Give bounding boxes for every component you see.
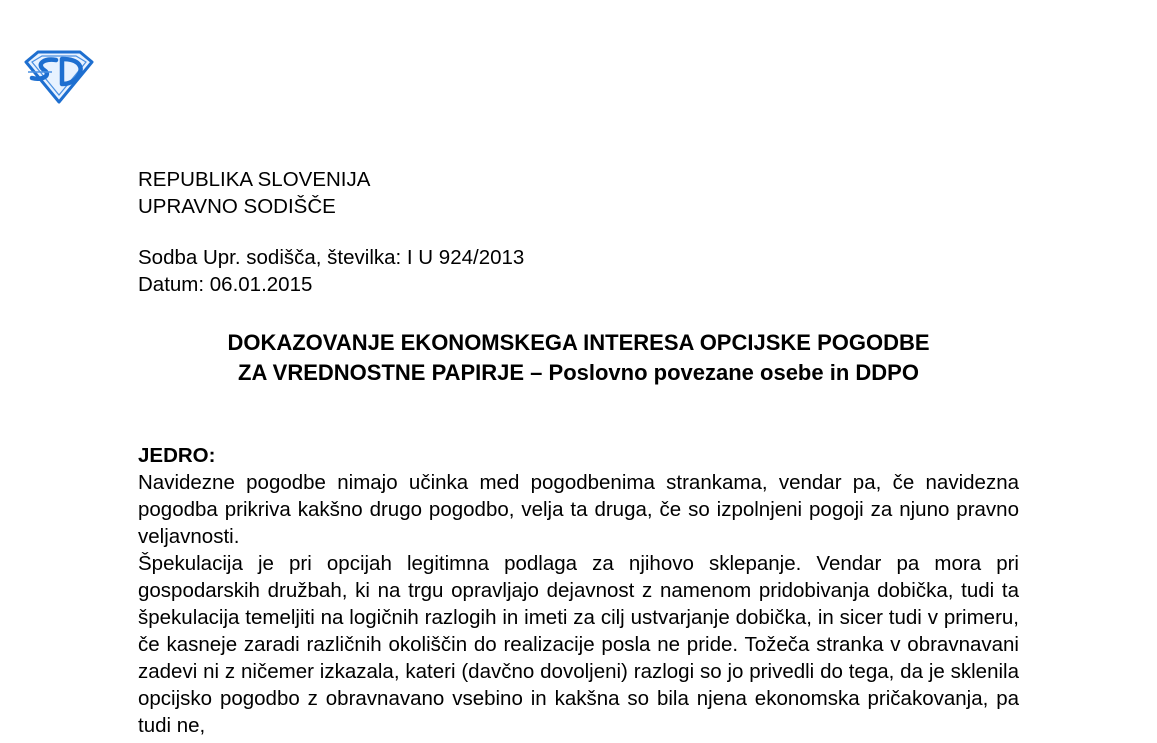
- court-logo: [22, 48, 96, 104]
- court-header: [138, 166, 370, 220]
- case-info: [138, 244, 524, 298]
- title-line-1: DOKAZOVANJE EKONOMSKEGA INTERESA OPCIJSKE POGODBE: [227, 330, 930, 355]
- title-line-2: ZA VREDNOSTNE PAPIRJE – Poslovno povezane osebe in DDPO: [238, 360, 919, 385]
- paragraph: Špekulacija je pri opcijah legitimna podlaga za njihovo sklepanje. Vendar pa mora pri gospodarskih družbah, ki na trgu opravljajo dejavnost z namenom pridobivanja dobička, tudi ta špekulacija temeljiti na logičnih razlogih in imeti za cilj ustvarjanje dobička, in sicer tudi v primeru, če kasneje zaradi različnih okoliščin do realizacije posla ne pride. Tožeča stranka v obravnavani zadevi ni z ničemer izkazala, kateri (davčno dovoljeni) razlogi so jo privedli do tega, da je sklenila opcijsko pogodbo z obravnavano vsebino in kakšna so bila njena ekonomska pričakovanja, pa tudi ne,: [138, 552, 1019, 737]
- court-name: UPRAVNO SODIŠČE: [138, 195, 336, 218]
- case-number: Sodba Upr. sodišča, številka: I U 924/2013: [138, 246, 525, 269]
- shield-logo-icon: [22, 48, 96, 104]
- case-date: Datum: 06.01.2015: [138, 273, 313, 296]
- jedro-body: [138, 469, 1019, 739]
- country-name: REPUBLIKA SLOVENIJA: [138, 168, 371, 191]
- document-title: [120, 328, 1037, 388]
- paragraph: Navidezne pogodbe nimajo učinka med pogodbenima strankama, vendar pa, če navidezna pogodba prikriva kakšno drugo pogodbo, velja ta druga, če so izpolnjeni pogoji za njuno pravno veljavnosti.: [138, 471, 1019, 548]
- section-heading-jedro: JEDRO:: [138, 444, 216, 467]
